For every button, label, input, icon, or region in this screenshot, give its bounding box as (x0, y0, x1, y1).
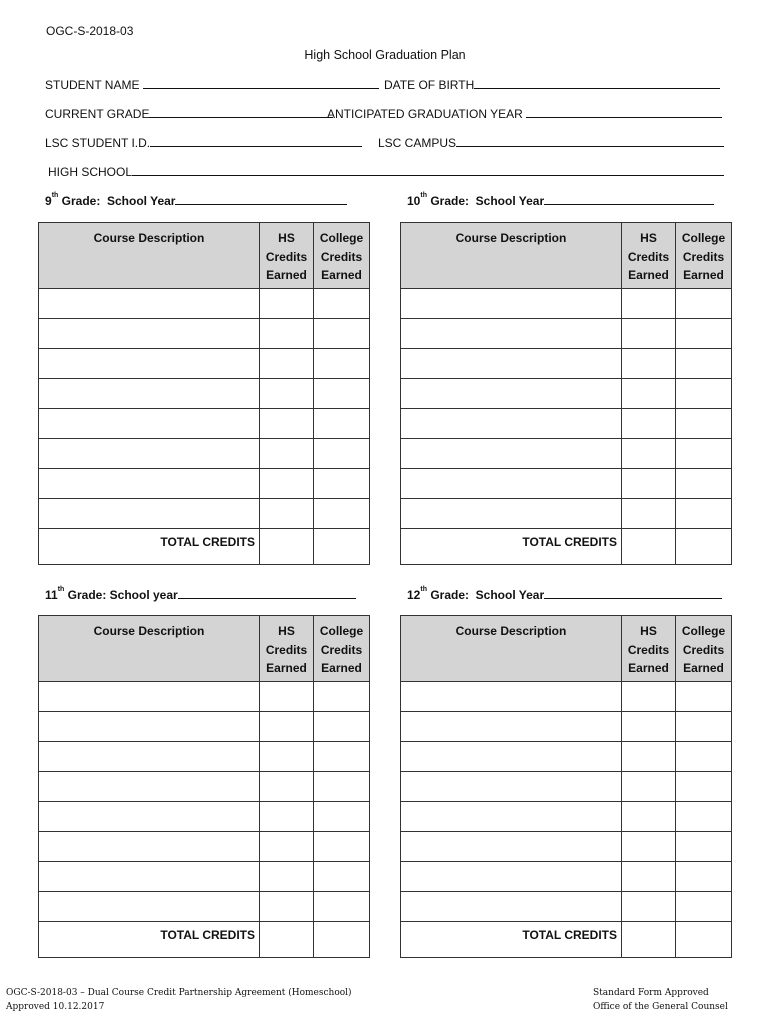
hs-credits-cell[interactable] (622, 832, 676, 862)
table-row (39, 439, 370, 469)
college-credits-cell[interactable] (314, 379, 370, 409)
footer-form-title: OGC-S-2018-03 – Dual Course Credit Partnership Agreement (Homeschool) (6, 988, 352, 998)
grade-10-heading (407, 194, 714, 208)
course-description-cell[interactable] (401, 379, 622, 409)
grade-label: Grade: (430, 588, 469, 602)
hs-credits-cell[interactable] (260, 682, 314, 712)
course-description-cell[interactable] (39, 832, 260, 862)
course-description-cell[interactable] (39, 439, 260, 469)
table-row (401, 892, 732, 922)
date-of-birth-blank[interactable] (474, 78, 720, 89)
college-credits-cell[interactable] (314, 499, 370, 529)
course-description-cell[interactable] (39, 742, 260, 772)
college-credits-cell[interactable] (676, 499, 732, 529)
hs-credits-cell[interactable] (260, 349, 314, 379)
school-year-blank[interactable] (175, 194, 347, 205)
course-description-header: Course Description (39, 616, 260, 682)
course-description-cell[interactable] (39, 409, 260, 439)
table-row (39, 379, 370, 409)
college-credits-cell[interactable] (314, 862, 370, 892)
hs-credits-cell[interactable] (260, 439, 314, 469)
college-credits-cell[interactable] (314, 409, 370, 439)
table-row (39, 469, 370, 499)
high-school-label: HIGH SCHOOL (48, 165, 133, 179)
grade-9-course-table (38, 222, 370, 565)
table-row (39, 682, 370, 712)
hs-credits-cell[interactable] (260, 772, 314, 802)
course-description-cell[interactable] (401, 772, 622, 802)
college-credits-cell[interactable] (314, 319, 370, 349)
page-title: High School Graduation Plan (304, 48, 466, 62)
hs-credits-cell[interactable] (260, 892, 314, 922)
grade-suffix: th (57, 586, 65, 593)
hs-credits-cell[interactable] (260, 742, 314, 772)
graduation-year-blank[interactable] (526, 107, 722, 118)
course-description-cell[interactable] (39, 892, 260, 922)
college-credits-cell[interactable] (676, 832, 732, 862)
hs-credits-cell[interactable] (260, 379, 314, 409)
table-row (401, 349, 732, 379)
student-name-blank[interactable] (143, 78, 379, 89)
table-row (401, 319, 732, 349)
course-description-cell[interactable] (401, 409, 622, 439)
college-credits-cell[interactable] (314, 469, 370, 499)
grade-suffix: th (420, 586, 427, 593)
course-description-cell[interactable] (39, 772, 260, 802)
college-total-cell[interactable] (676, 922, 732, 958)
footer-approved-date: Approved 10.12.2017 (6, 1002, 105, 1012)
document-id: OGC-S-2018-03 (46, 24, 134, 38)
hs-credits-cell[interactable] (622, 772, 676, 802)
grade-12-course-table (400, 615, 732, 958)
hs-total-cell[interactable] (260, 922, 314, 958)
total-row (401, 529, 732, 565)
grade-number: 12 (407, 588, 421, 602)
current-grade-label: CURRENT GRADE (45, 107, 150, 121)
grade-12-heading (407, 588, 722, 602)
course-description-cell[interactable] (401, 832, 622, 862)
college-credits-cell[interactable] (676, 712, 732, 742)
table-row (39, 289, 370, 319)
current-grade-blank[interactable] (149, 107, 333, 118)
course-description-cell[interactable] (39, 712, 260, 742)
total-row (39, 529, 370, 565)
high-school-field[interactable] (48, 165, 724, 179)
hs-total-cell[interactable] (622, 922, 676, 958)
date-of-birth-field[interactable] (384, 78, 720, 92)
course-description-cell[interactable] (401, 862, 622, 892)
hs-credits-cell[interactable] (622, 892, 676, 922)
college-credits-cell[interactable] (676, 349, 732, 379)
footer-office: Office of the General Counsel (593, 1002, 728, 1012)
table-row (39, 499, 370, 529)
footer-form-info (6, 986, 352, 1014)
footer-approval (593, 986, 728, 1014)
table-row (401, 682, 732, 712)
college-credits-cell[interactable] (676, 289, 732, 319)
course-description-cell[interactable] (401, 892, 622, 922)
college-credits-cell[interactable] (676, 379, 732, 409)
school-year-label: School Year (475, 194, 545, 208)
graduation-year-label: ANTICIPATED GRADUATION YEAR (327, 107, 523, 121)
total-credits-label: TOTAL CREDITS (39, 529, 260, 565)
grade-label: Grade: (61, 194, 101, 208)
lsc-campus-label: LSC CAMPUS (378, 136, 457, 150)
college-credits-cell[interactable] (314, 802, 370, 832)
table-row (401, 862, 732, 892)
college-credits-cell[interactable] (314, 742, 370, 772)
hs-credits-cell[interactable] (260, 289, 314, 319)
grade-number: 11 (45, 588, 58, 602)
lsc-student-id-field[interactable] (45, 136, 362, 150)
table-row (39, 349, 370, 379)
course-description-cell[interactable] (39, 469, 260, 499)
grade-label: Grade: (430, 194, 469, 208)
table-row (401, 772, 732, 802)
hs-credits-header: HS Credits Earned (622, 616, 676, 682)
school-year-blank[interactable] (544, 588, 722, 599)
total-credits-label: TOTAL CREDITS (401, 922, 622, 958)
table-row (39, 772, 370, 802)
course-description-header: Course Description (401, 616, 622, 682)
college-credits-cell[interactable] (676, 892, 732, 922)
table-row (401, 469, 732, 499)
course-description-cell[interactable] (39, 289, 260, 319)
course-description-cell[interactable] (39, 379, 260, 409)
hs-credits-cell[interactable] (622, 319, 676, 349)
student-name-field[interactable] (45, 78, 379, 92)
hs-credits-cell[interactable] (622, 289, 676, 319)
table-row (39, 742, 370, 772)
course-description-cell[interactable] (39, 802, 260, 832)
course-description-cell[interactable] (39, 319, 260, 349)
college-credits-header: College Credits Earned (676, 616, 732, 682)
college-credits-cell[interactable] (676, 862, 732, 892)
grade-number: 9 (45, 194, 52, 208)
current-grade-field[interactable] (45, 107, 333, 121)
course-description-cell[interactable] (401, 289, 622, 319)
table-row (401, 289, 732, 319)
hs-credits-cell[interactable] (260, 802, 314, 832)
hs-credits-cell[interactable] (622, 742, 676, 772)
footer-standard-form: Standard Form Approved (593, 988, 709, 998)
hs-credits-header: HS Credits Earned (260, 616, 314, 682)
college-credits-header: College Credits Earned (314, 223, 370, 289)
hs-credits-cell[interactable] (260, 832, 314, 862)
college-credits-header: College Credits Earned (314, 616, 370, 682)
grade-number: 10 (407, 194, 421, 208)
table-row (39, 319, 370, 349)
high-school-blank[interactable] (132, 165, 724, 176)
table-row (39, 409, 370, 439)
college-credits-cell[interactable] (676, 469, 732, 499)
college-credits-header: College Credits Earned (676, 223, 732, 289)
course-description-cell[interactable] (401, 742, 622, 772)
total-credits-label: TOTAL CREDITS (39, 922, 260, 958)
student-name-label: STUDENT NAME (45, 78, 140, 92)
hs-credits-cell[interactable] (260, 499, 314, 529)
college-credits-cell[interactable] (676, 409, 732, 439)
lsc-campus-field[interactable] (378, 136, 724, 150)
hs-credits-cell[interactable] (622, 802, 676, 832)
college-credits-cell[interactable] (676, 772, 732, 802)
table-row (401, 499, 732, 529)
course-description-cell[interactable] (39, 682, 260, 712)
table-row (401, 802, 732, 832)
table-row (401, 409, 732, 439)
college-credits-cell[interactable] (676, 439, 732, 469)
hs-credits-cell[interactable] (260, 712, 314, 742)
grade-11-heading (45, 588, 356, 602)
course-description-cell[interactable] (401, 499, 622, 529)
course-description-cell[interactable] (401, 439, 622, 469)
hs-credits-cell[interactable] (622, 499, 676, 529)
college-credits-cell[interactable] (314, 712, 370, 742)
course-description-header: Course Description (401, 223, 622, 289)
college-total-cell[interactable] (676, 529, 732, 565)
college-credits-cell[interactable] (676, 319, 732, 349)
hs-total-cell[interactable] (622, 529, 676, 565)
college-credits-cell[interactable] (676, 682, 732, 712)
school-year-label: School year (109, 588, 178, 602)
table-row (401, 379, 732, 409)
hs-credits-cell[interactable] (260, 409, 314, 439)
college-credits-cell[interactable] (314, 289, 370, 319)
table-row (39, 862, 370, 892)
grade-9-heading (45, 194, 347, 208)
table-row (39, 832, 370, 862)
hs-credits-cell[interactable] (622, 409, 676, 439)
date-of-birth-label: DATE OF BIRTH (384, 78, 475, 92)
hs-credits-cell[interactable] (622, 379, 676, 409)
school-year-label: School Year (107, 194, 176, 208)
hs-credits-header: HS Credits Earned (260, 223, 314, 289)
table-row (401, 832, 732, 862)
grade-10-course-table (400, 222, 732, 565)
total-row (401, 922, 732, 958)
hs-credits-cell[interactable] (622, 469, 676, 499)
course-description-header: Course Description (39, 223, 260, 289)
hs-credits-cell[interactable] (622, 862, 676, 892)
course-description-cell[interactable] (401, 469, 622, 499)
table-row (401, 742, 732, 772)
course-description-cell[interactable] (39, 349, 260, 379)
lsc-campus-blank[interactable] (456, 136, 724, 147)
hs-total-cell[interactable] (260, 529, 314, 565)
course-description-cell[interactable] (401, 802, 622, 832)
college-credits-cell[interactable] (314, 832, 370, 862)
total-credits-label: TOTAL CREDITS (401, 529, 622, 565)
college-credits-cell[interactable] (314, 682, 370, 712)
lsc-student-id-blank[interactable] (150, 136, 362, 147)
school-year-blank[interactable] (178, 588, 356, 599)
grade-11-course-table (38, 615, 370, 958)
course-description-cell[interactable] (401, 319, 622, 349)
table-row (401, 439, 732, 469)
table-row (401, 712, 732, 742)
college-credits-cell[interactable] (676, 742, 732, 772)
college-total-cell[interactable] (314, 529, 370, 565)
college-credits-cell[interactable] (676, 802, 732, 832)
course-description-cell[interactable] (401, 712, 622, 742)
college-credits-cell[interactable] (314, 892, 370, 922)
course-description-cell[interactable] (39, 862, 260, 892)
hs-credits-cell[interactable] (260, 862, 314, 892)
college-credits-cell[interactable] (314, 439, 370, 469)
course-description-cell[interactable] (401, 349, 622, 379)
hs-credits-header: HS Credits Earned (622, 223, 676, 289)
course-description-cell[interactable] (401, 682, 622, 712)
lsc-student-id-label: LSC STUDENT I.D. (45, 136, 151, 150)
hs-credits-cell[interactable] (260, 469, 314, 499)
table-row (39, 802, 370, 832)
school-year-blank[interactable] (544, 194, 714, 205)
grade-suffix: th (420, 192, 427, 199)
college-total-cell[interactable] (314, 922, 370, 958)
hs-credits-cell[interactable] (622, 349, 676, 379)
table-row (39, 892, 370, 922)
graduation-year-field[interactable] (327, 107, 722, 121)
school-year-label: School Year (475, 588, 545, 602)
hs-credits-cell[interactable] (622, 682, 676, 712)
grade-suffix: th (51, 192, 59, 199)
course-description-cell[interactable] (39, 499, 260, 529)
grade-label: Grade: (67, 588, 107, 602)
college-credits-cell[interactable] (314, 772, 370, 802)
college-credits-cell[interactable] (314, 349, 370, 379)
total-row (39, 922, 370, 958)
hs-credits-cell[interactable] (260, 319, 314, 349)
table-row (39, 712, 370, 742)
hs-credits-cell[interactable] (622, 439, 676, 469)
hs-credits-cell[interactable] (622, 712, 676, 742)
